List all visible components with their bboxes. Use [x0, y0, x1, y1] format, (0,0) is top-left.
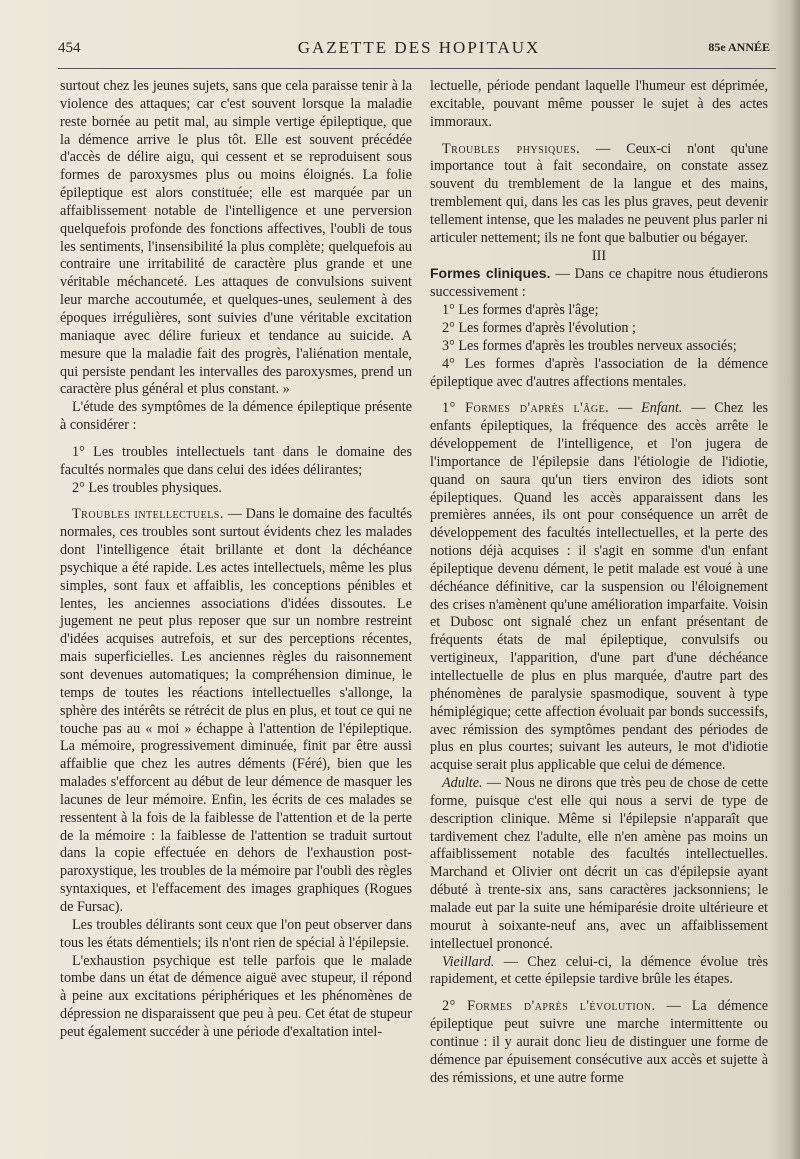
header-rule [58, 68, 776, 69]
journal-title: GAZETTE DES HOPITAUX [297, 38, 541, 57]
page-fold-shadow [790, 0, 800, 1159]
left-column [60, 78, 412, 1042]
section-heading: Troubles physiques. [442, 140, 581, 157]
dash: — [609, 400, 642, 417]
paragraph [430, 954, 768, 990]
volume-year: 85e ANNÉE [708, 40, 770, 54]
paragraph [430, 998, 768, 1087]
paragraph: Les troubles délirants sont ceux que l'on peut observer dans tous les états démentiels; ils n'ont rien de spécial à l'épilepsie. [60, 916, 412, 951]
paragraph [430, 265, 768, 302]
paragraph: surtout chez les jeunes sujets, sans que cela paraisse tenir à la violence des attaques; car c'est souvent lorsque la maladie reste bornée au petit mal, au simple vertige épileptique, que la démence arrive le plus tôt. Elle est souvent précédée d'accès de délire aigu, qui cessent et se reproduisent sous formes de paroxysmes plus ou moins éloignés. La folie épileptique est alors constituée; elle est marquée par un affaiblissement notable de l'intelligence et une perversion quelquefois profonde des fonctions affectives, l'oubli de tous les sentiments, l'insensibilité la plus complète; quelquefois au contraire une irritabilité de caractère plus grande et une véritable méchanceté. Les attaques de convulsions suivent leur marche accoutumée, et quelques-unes, seulement à des époques irrégulières, sont suivies d'une véritable excitation maniaque avec délire furieux et tendance au suicide. A mesure que la maladie fait des progrès, l'aliénation mentale, qui persiste pendant les intervalles des paroxysmes, prend un caractère plus général et plus constant. » [60, 78, 412, 398]
section-heading: 2° Formes d'après l'évolution. [442, 998, 656, 1015]
list-item: 3° Les formes d'après les troubles nerveux associés; [442, 337, 737, 354]
paragraph [430, 141, 768, 248]
running-header [58, 36, 780, 62]
section-heading: Troubles intellectuels. [72, 506, 224, 523]
paragraph-text: — Dans ce chapitre nous étudierons successivement : [430, 266, 768, 301]
paragraph [430, 400, 768, 775]
paragraph: lectuelle, période pendant laquelle l'humeur est déprimée, excitable, pouvant même pousser le sujet à des actes immoraux. [430, 78, 768, 130]
list-item: 4° Les formes d'après l'association de la démence épileptique avec d'autres affections mentales. [430, 355, 768, 390]
paragraph [430, 775, 768, 953]
paragraph-text: — Ceux-ci n'ont qu'une importance tout à fait secondaire, on constate assez souvent du tremblement de la langue et des mains, tremblement qui, dans les cas les plus graves, peut devenir tellement intense, que les malades ne peuvent plus parler ni articuler nettement; ils ne font que balbutier ou bégayer. [430, 140, 768, 246]
paragraph: L'exhaustion psychique est telle parfois que le malade tombe dans un état de démence aiguë avec stupeur, il répond à peine aux excitations périphériques et les phénomènes de dépression ne disparaissent que peu à peu. Cet état de stupeur peut également succéder à une période d'exaltation intel- [60, 952, 412, 1040]
paragraph-text: — Dans le domaine des facultés normales, ces troubles sont surtout évidents chez les malades dont l'intelligence était brillante et dont la déchéance psychique a été rapide. Les actes intellectuels, même les plus simples, sont faux et affaiblis, les conceptions pénibles et lentes, les anciennes associations d'idées dissoutes. Le jugement ne peut plus reposer que sur un nombre restreint d'idées acquises autrefois, et sur des perceptions récentes, mais superficielles. Les anciennes règles du raisonnement sont devenues automatiques; la compréhension diminue, le temps de toutes les réactions intellectuelles s'allonge, la sphère des intérêts se rétrécit de plus en plus, et tout ce qui ne touche pas au « moi » échappe à l'attention de l'épileptique. La mémoire, progressivement diminuée, finit par être aussi affaiblie que chez les autres déments (Féré), bien que les malades s'efforcent au début de leur démence de masquer les lacunes de leur mémoire. Enfin, les écrits de ces malades se ressentent à la fois de la faiblesse de l'attention et de la perte de la mémoire : la faiblesse de l'attention se traduit surtout dans la copie effectuée en dehors de l'exhaustion post-paroxystique, les troubles de la mémoire par l'oubli des règles syntaxiques, et l'effacement des images graphiques (Rogues de Fursac). [60, 506, 412, 915]
right-column [430, 78, 768, 1087]
list-item: 1° Les formes d'après l'âge; [442, 302, 599, 319]
subheading: Adulte. [442, 775, 483, 792]
paragraph-text: — La démence épileptique peut suivre une marche intermittente ou continue : il y aurait donc lieu de distinguer une forme de démence par épuisement consécutive aux accès et sujette à des rémissions, et une autre forme [430, 998, 768, 1086]
paragraph-text: — Chez les enfants épileptiques, la fréquence des accès arrête le développement de l'intelligence, et l'on jugera de l'importance de l'épilepsie dans l'étiologie de l'idiotie, quand on saura qu'un tiers environ des idiots sont épileptiques. Quand les accès apparaissent dans les premières années, ils ont pour conséquence un arrêt de développement des facultés intellectuelles, et la perte des notions déjà acquises : il s'agit en somme d'un enfant épileptique devenu dément, le petit malade est voué à une déchéance définitive, car la suspension ou l'éloignement des crises n'amènent qu'une amélioration imparfaite. Voisin et Dubosc ont signalé chez un enfant présentant de fréquents états de mal épileptique, convulsifs ou vertigineux, l'apparition, d'une part d'une déchéance intellectuelle de plus en plus marquée, d'autre part des phénomènes de paralysie spasmodique, souvent à type hémiplégique; cette affection évoluait par bonds successifs, avec rémission des symptômes pendant des périodes de plus en plus courtes; suivant les auteurs, le mot d'idiotie acquise serait plus applicable que celui de démence. [430, 400, 769, 774]
list-item: 1° Les troubles intellectuels tant dans le domaine des facultés normales que dans celui des idées délirantes; [60, 443, 412, 478]
paragraph-text: — Chez celui-ci, la démence évolue très rapidement, et cette épilepsie tardive brûle les étapes. [430, 953, 768, 988]
list-item: 2° Les troubles physiques. [72, 479, 222, 496]
subheading: Vieillard. [442, 953, 495, 970]
paragraph: L'étude des symptômes de la démence épileptique présente à considérer : [60, 399, 412, 434]
page-number: 454 [58, 40, 81, 56]
paragraph [60, 506, 412, 916]
section-number: III [591, 247, 607, 264]
section-heading: Formes cliniques. [430, 265, 551, 282]
paragraph-text: — Nous ne dirons que très peu de chose de cette forme, puisque c'est elle qui nous a servi de type de description clinique. Même si l'épilepsie n'apparaît que tardivement chez l'adulte, elle n'en amène pas moins un affaiblissement notable des facultés intellectuelles. Marchand et Olivier ont décrit un cas d'épilepsie ayant débuté à trente-six ans, sans caractères jacksonniens; le malade eut par la suite une hémiparésie droite ultérieure et mourut à soixante-neuf ans, avec un affaiblissement intellectuel prononcé. [430, 775, 768, 952]
subheading: Enfant. [641, 400, 683, 417]
section-heading: 1° Formes d'après l'âge. [442, 400, 610, 417]
list-item: 2° Les formes d'après l'évolution ; [442, 319, 636, 336]
